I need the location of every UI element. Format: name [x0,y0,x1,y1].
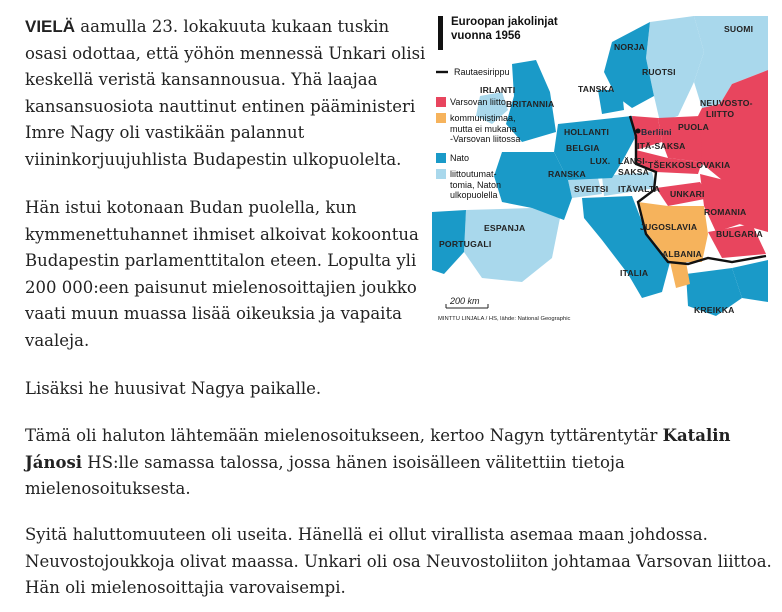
label-berliini: Berliini [641,127,672,137]
legend-warsaw: Varsovan liitto [436,97,506,108]
legend-swatch-communist [436,113,446,123]
label-albania: ALBANIA [662,249,703,259]
map-title: Euroopan jakolinjat vuonna 1956 [451,16,558,42]
europe-map-figure [432,12,768,328]
person-name-last: Jánosi [25,452,83,472]
text-line: vaaleja. [25,330,90,350]
map-credit: MINTTU LINJALA / HS, lähde: National Geographic [438,316,571,322]
text-line: Neuvostojoukkoja olivat maassa. Unkari oli osa Neuvostoliiton johtamaa Varsovan liittoa. [25,551,772,571]
label-norja: NORJA [614,42,646,52]
text-line: aamulla 23. lokakuuta kukaan tuskin [75,17,390,36]
label-tsekkoslovakia: TŠEKKOSLOVAKIA [648,160,731,170]
label-hollanti: HOLLANTI [564,127,610,137]
label-portugali: PORTUGALI [439,239,492,249]
map-scale: 200 km [450,296,480,306]
text-line: Tämä oli haluton lähtemään mielenosoitukseen, kertoo Nagyn tyttärentytär [25,426,663,445]
label-bulgaria: BULGARIA [716,229,763,239]
lead-word: VIELÄ [25,17,76,36]
label-irlanti: IRLANTI [480,85,516,95]
label-ita-saksa: ITÄ-SAKSA [637,141,686,151]
text-line: kansansuosiota nauttinut entinen pääministeri [25,96,416,116]
label-britannia: BRITANNIA [506,99,555,109]
legend-swatch-nato [436,153,446,163]
label-italia: ITALIA [620,268,649,278]
text-line: kymmenettuhannet ihmiset alkoivat kokoontua [25,224,419,244]
article-paragraph-1 [25,14,425,173]
label-puola: PUOLA [678,122,710,132]
text-line: Lisäksi he huusivat Nagya paikalle. [25,379,322,398]
text-line: osasi odottaa, että yöhön mennessä Unkari olisi [25,43,426,63]
text-line: HS:lle samassa talossa, jossa hänen isoisälleen välitettiin tietoja [82,452,625,472]
text-line: vaati muun muassa lisää oikeuksia ja vapaita [25,304,402,323]
label-kreikka: KREIKKA [694,305,735,315]
legend-curtain: Rautaesirippu [454,67,510,77]
article-paragraph-3 [25,376,321,403]
label-itavalta: ITÄVALTA [618,184,661,194]
label-romania: ROMANIA [704,207,747,217]
text-line: Imre Nagy oli vastikään palannut [25,123,305,142]
label-lansi-saksa: LÄNSI- SAKSA [618,156,650,177]
person-name-first: Katalin [662,426,731,445]
label-jugoslavia: JUGOSLAVIA [640,222,698,232]
legend-swatch-neutral [436,169,446,179]
text-line: mielenosoituksesta. [25,479,191,498]
text-line: keskellä veristä kansannousua. Yhä laajaa [25,70,378,89]
label-lux: LUX. [590,156,611,166]
text-line: Syitä haluttomuuteen oli useita. Hänellä ei ollut virallista asemaa maan johdossa. [25,525,708,544]
legend-nato: Nato [436,153,469,164]
label-neuvostoliitto: NEUVOSTO- LIITTO [700,98,753,119]
text-line: 200 000:een paisunut mielenosoittajien joukko [25,277,417,297]
text-line: Budapestin parlamenttitalon eteen. Lopulta yli [25,251,417,270]
label-belgia: BELGIA [566,143,600,153]
legend-swatch-warsaw [436,97,446,107]
label-ranska: RANSKA [548,169,586,179]
label-sveitsi: SVEITSI [574,184,609,194]
article-paragraph-2 [25,195,419,354]
label-unkari: UNKARI [670,189,705,199]
text-line: viininkorjuujuhlista Budapestin ulkopuolelta. [25,149,402,169]
article-paragraph-5 [25,522,772,602]
label-suomi: SUOMI [724,24,754,34]
text-line: Hän oli mielenosoittajia varovaisempi. [25,578,346,597]
legend-communist: kommunistimaa, mutta ei mukana -Varsovan liitossa [436,113,520,145]
legend-neutral: liittoutumat- tomia, Naton ulkopuolella [436,169,501,201]
label-tanska: TANSKA [578,84,615,94]
text-line: Hän istui kotonaan Budan puolella, kun [25,198,357,217]
label-espanja: ESPANJA [484,223,526,233]
label-ruotsi: RUOTSI [642,67,676,77]
article-paragraph-4 [25,423,731,503]
